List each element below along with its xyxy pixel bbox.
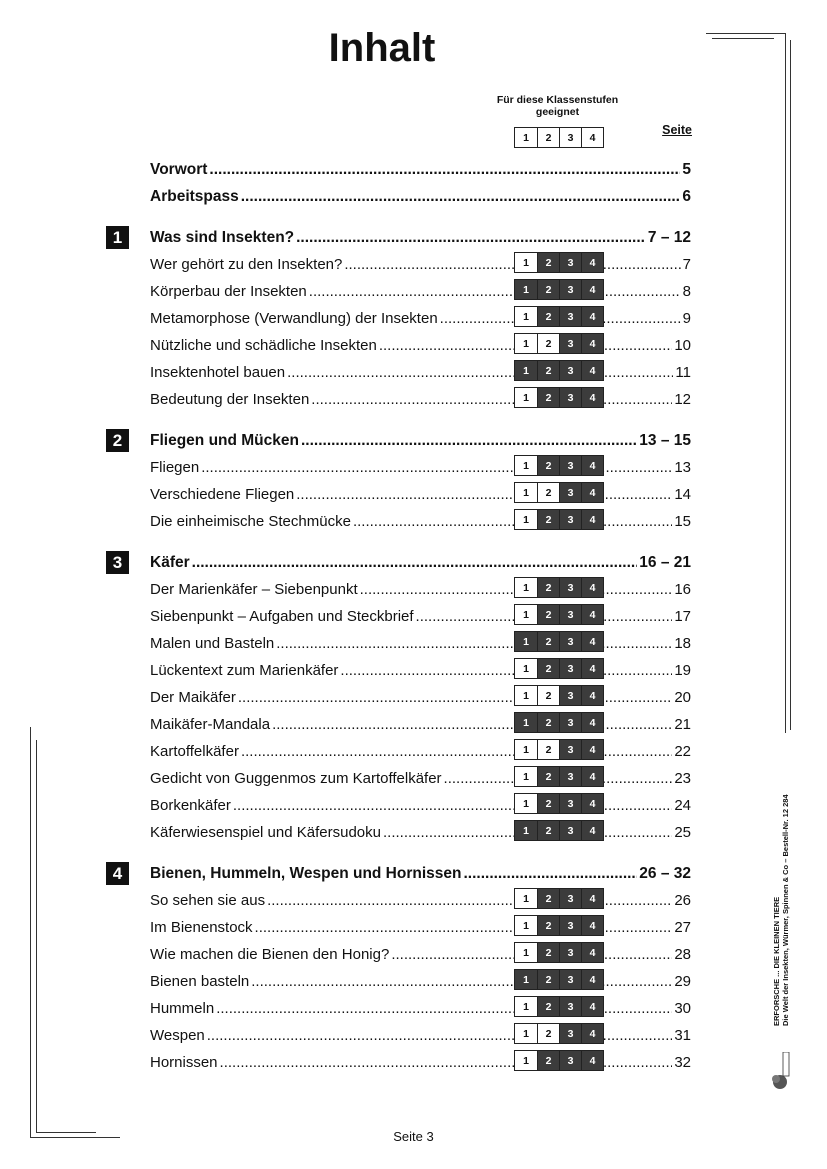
- entry-page: 9: [682, 310, 691, 327]
- grade-header-boxes: [514, 127, 604, 148]
- entry-row: [150, 455, 691, 477]
- entry-page: 30: [674, 1000, 691, 1017]
- page-title: Inhalt: [328, 26, 436, 70]
- grade-box-unsuitable: 2: [537, 280, 559, 299]
- grade-boxes: [514, 387, 604, 408]
- entry-page: 28: [674, 946, 691, 963]
- grade-boxes: [514, 969, 604, 990]
- section-row: [150, 550, 691, 572]
- grade-boxes: [514, 455, 604, 476]
- grade-box-unsuitable: 3: [559, 1051, 581, 1070]
- entry-row: [150, 942, 691, 964]
- entry-row: [150, 766, 691, 788]
- grade-boxes: [514, 793, 604, 814]
- grade-box-unsuitable: 3: [559, 334, 581, 353]
- grade-box-unsuitable: 3: [559, 943, 581, 962]
- dot-leader: [238, 689, 672, 707]
- grade-box-unsuitable: 3: [559, 253, 581, 272]
- grade-box-group: [514, 279, 604, 300]
- entry-row: [150, 793, 691, 815]
- grade-box-group: [514, 942, 604, 963]
- grade-box-suitable: 1: [515, 605, 537, 624]
- dot-leader: [276, 635, 672, 653]
- dot-leader: [311, 391, 672, 409]
- grade-boxes: [514, 509, 604, 530]
- grade-box-unsuitable: 2: [537, 632, 559, 651]
- grade-box-unsuitable: 2: [537, 916, 559, 935]
- grade-box-unsuitable: 2: [537, 821, 559, 840]
- entry-page: 16: [674, 581, 691, 598]
- entry-label: Nützliche und schädliche Insekten: [150, 337, 377, 354]
- entry-label: Verschiedene Fliegen: [150, 486, 295, 503]
- grade-boxes: [514, 306, 604, 327]
- grade-boxes: [514, 739, 604, 760]
- grade-box-unsuitable: 3: [559, 280, 581, 299]
- tree-logo-icon: [769, 1052, 791, 1090]
- entry-page: 13 – 15: [639, 432, 691, 449]
- grade-box-group: [514, 482, 604, 503]
- grade-box-unsuitable: 3: [559, 307, 581, 326]
- entry-row: [150, 577, 691, 599]
- grade-box-group: [514, 306, 604, 327]
- grade-boxes: [514, 685, 604, 706]
- grade-box-group: [514, 766, 604, 787]
- entry-label: Die einheimische Stechmücke: [150, 513, 351, 530]
- entry-row: [150, 1050, 691, 1072]
- grade-box-group: [514, 1050, 604, 1071]
- entry-label: Lückentext zum Marienkäfer: [150, 662, 339, 679]
- section-row: [150, 861, 691, 883]
- grade-box-unsuitable: 4: [581, 1051, 603, 1070]
- frame-line-left-2: [36, 740, 37, 1133]
- entry-label: Was sind Insekten?: [150, 229, 295, 246]
- grade-box-unsuitable: 4: [581, 510, 603, 529]
- grade-box-suitable: 1: [515, 659, 537, 678]
- entry-row: [150, 658, 691, 680]
- grade-boxes: [514, 482, 604, 503]
- entry-page: 11: [675, 364, 691, 381]
- entry-label: Fliegen und Mücken: [150, 432, 299, 449]
- grade-boxes: [514, 888, 604, 909]
- entry-page: 20: [674, 689, 691, 706]
- chapter-number-badge: 2: [106, 429, 129, 452]
- dot-leader: [301, 432, 637, 450]
- grade-box-unsuitable: 2: [537, 253, 559, 272]
- dot-leader: [344, 256, 680, 274]
- entry-page: 22: [674, 743, 691, 760]
- grade-box-unsuitable: 4: [581, 1024, 603, 1043]
- grade-box-unsuitable: 3: [559, 659, 581, 678]
- entry-label: Der Maikäfer: [150, 689, 236, 706]
- frame-line-right-1: [785, 33, 786, 733]
- grade-box-unsuitable: 1: [515, 632, 537, 651]
- grade-caption-line-1: Für diese Klassenstufen: [496, 94, 619, 106]
- grade-box-unsuitable: 2: [537, 361, 559, 380]
- grade-caption: [480, 94, 635, 118]
- entry-page: 26: [674, 892, 691, 909]
- grade-box-unsuitable: 4: [581, 713, 603, 732]
- grade-box-suitable: 1: [515, 740, 537, 759]
- entry-row: [150, 969, 691, 991]
- grade-box-unsuitable: 3: [559, 388, 581, 407]
- grade-box-unsuitable: 2: [537, 943, 559, 962]
- entry-row: [150, 306, 691, 328]
- entry-label: Arbeitspass: [150, 188, 239, 205]
- grade-box-suitable: 1: [515, 1051, 537, 1070]
- grade-box-suitable: 1: [515, 456, 537, 475]
- entry-page: 27: [674, 919, 691, 936]
- grade-box-unsuitable: 4: [581, 943, 603, 962]
- dot-leader: [287, 364, 673, 382]
- dot-leader: [272, 716, 672, 734]
- grade-box-suitable: 1: [515, 388, 537, 407]
- grade-box-unsuitable: 4: [581, 280, 603, 299]
- entry-row: [150, 604, 691, 626]
- entry-page: 7 – 12: [647, 229, 691, 246]
- grade-box-unsuitable: 4: [581, 632, 603, 651]
- entry-row: [150, 685, 691, 707]
- grade-boxes: [514, 766, 604, 787]
- grade-box-unsuitable: 3: [559, 1024, 581, 1043]
- entry-page: 17: [674, 608, 691, 625]
- grade-header-box: 3: [559, 128, 581, 147]
- section-row: [150, 225, 691, 247]
- grade-box-suitable: 1: [515, 916, 537, 935]
- entry-label: Wie machen die Bienen den Honig?: [150, 946, 390, 963]
- grade-box-unsuitable: 3: [559, 713, 581, 732]
- grade-box-unsuitable: 2: [537, 510, 559, 529]
- entry-label: Malen und Basteln: [150, 635, 275, 652]
- entry-row: [150, 482, 691, 504]
- grade-box-unsuitable: 2: [537, 1051, 559, 1070]
- grade-box-group: [514, 604, 604, 625]
- entry-row: [150, 631, 691, 653]
- entry-row: [150, 252, 691, 274]
- grade-box-unsuitable: 3: [559, 578, 581, 597]
- grade-box-unsuitable: 3: [559, 456, 581, 475]
- entry-page: 13: [674, 459, 691, 476]
- grade-box-unsuitable: 4: [581, 740, 603, 759]
- grade-box-group: [514, 387, 604, 408]
- grade-boxes: [514, 604, 604, 625]
- dot-leader: [309, 283, 681, 301]
- grade-header-box: 2: [537, 128, 559, 147]
- entry-page: 18: [674, 635, 691, 652]
- entry-row: [150, 333, 691, 355]
- grade-box-unsuitable: 2: [537, 456, 559, 475]
- grade-box-group: [514, 360, 604, 381]
- grade-boxes: [514, 577, 604, 598]
- page-footer: Seite 3: [393, 1129, 434, 1144]
- grade-box-unsuitable: 2: [537, 578, 559, 597]
- grade-box-unsuitable: 4: [581, 970, 603, 989]
- grade-boxes: [514, 279, 604, 300]
- grade-box-group: [514, 333, 604, 354]
- grade-box-group: [514, 252, 604, 273]
- entry-label: Bienen, Hummeln, Wespen und Hornissen: [150, 865, 462, 882]
- entry-row: [150, 888, 691, 910]
- dot-leader: [251, 973, 672, 991]
- grade-boxes: [514, 1023, 604, 1044]
- entry-label: Wer gehört zu den Insekten?: [150, 256, 343, 273]
- chapter-number-badge: 1: [106, 226, 129, 249]
- entry-page: 21: [674, 716, 691, 733]
- grade-box-suitable: 1: [515, 943, 537, 962]
- grade-box-suitable: 2: [537, 334, 559, 353]
- chapter-number-badge: 4: [106, 862, 129, 885]
- entry-page: 29: [674, 973, 691, 990]
- entry-row: [150, 279, 691, 301]
- grade-box-suitable: 1: [515, 253, 537, 272]
- dot-leader: [241, 188, 681, 206]
- entry-row: [150, 360, 691, 382]
- grade-caption-line-2: geeignet: [535, 106, 580, 118]
- grade-box-suitable: 1: [515, 794, 537, 813]
- entry-label: Fliegen: [150, 459, 200, 476]
- entry-label: Wespen: [150, 1027, 205, 1044]
- grade-box-unsuitable: 4: [581, 456, 603, 475]
- entry-label: Metamorphose (Verwandlung) der Insekten: [150, 310, 438, 327]
- entry-label: Maikäfer-Mandala: [150, 716, 271, 733]
- grade-box-unsuitable: 4: [581, 916, 603, 935]
- side-imprint-line-1: ERFORSCHE ... DIE KLEINEN TIERE: [772, 896, 781, 1026]
- entry-page: 23: [674, 770, 691, 787]
- grade-box-group: [514, 915, 604, 936]
- entry-page: 16 – 21: [639, 554, 691, 571]
- grade-box-group: [514, 793, 604, 814]
- grade-box-unsuitable: 4: [581, 578, 603, 597]
- page-column-header: Seite: [662, 123, 692, 137]
- grade-box-unsuitable: 3: [559, 740, 581, 759]
- entry-label: Käfer: [150, 554, 190, 571]
- grade-header-box: 4: [581, 128, 603, 147]
- grade-box-unsuitable: 3: [559, 794, 581, 813]
- grade-box-unsuitable: 1: [515, 280, 537, 299]
- grade-box-suitable: 1: [515, 578, 537, 597]
- grade-box-unsuitable: 4: [581, 334, 603, 353]
- entry-label: Gedicht von Guggenmos zum Kartoffelkäfer: [150, 770, 442, 787]
- grade-boxes: [514, 942, 604, 963]
- grade-box-unsuitable: 2: [537, 659, 559, 678]
- entry-page: 14: [674, 486, 691, 503]
- grade-box-group: [514, 631, 604, 652]
- grade-box-suitable: 1: [515, 686, 537, 705]
- grade-box-unsuitable: 4: [581, 483, 603, 502]
- entry-label: Bedeutung der Insekten: [150, 391, 310, 408]
- entry-page: 26 – 32: [639, 865, 691, 882]
- entry-label: Insektenhotel bauen: [150, 364, 286, 381]
- grade-box-unsuitable: 3: [559, 510, 581, 529]
- entry-row: [150, 1023, 691, 1045]
- entry-label: Kartoffelkäfer: [150, 743, 239, 760]
- grade-box-suitable: 1: [515, 889, 537, 908]
- grade-box-unsuitable: 3: [559, 997, 581, 1016]
- dot-leader: [463, 865, 637, 883]
- frame-line-right-2: [790, 40, 791, 730]
- grade-box-unsuitable: 4: [581, 686, 603, 705]
- grade-box-unsuitable: 3: [559, 361, 581, 380]
- side-imprint: [772, 726, 790, 1026]
- grade-box-suitable: 2: [537, 483, 559, 502]
- grade-box-suitable: 1: [515, 334, 537, 353]
- entry-label: Der Marienkäfer – Siebenpunkt: [150, 581, 358, 598]
- grade-box-unsuitable: 3: [559, 821, 581, 840]
- grade-box-unsuitable: 3: [559, 767, 581, 786]
- dot-leader: [192, 554, 638, 572]
- grade-box-suitable: 1: [515, 510, 537, 529]
- grade-box-unsuitable: 2: [537, 997, 559, 1016]
- frame-line-left-1: [30, 727, 31, 1137]
- grade-box-unsuitable: 2: [537, 605, 559, 624]
- grade-box-unsuitable: 4: [581, 997, 603, 1016]
- grade-boxes: [514, 996, 604, 1017]
- entry-row: [150, 712, 691, 734]
- grade-boxes: [514, 333, 604, 354]
- entry-row: [150, 509, 691, 531]
- grade-box-group: [514, 1023, 604, 1044]
- grade-box-suitable: 1: [515, 1024, 537, 1043]
- grade-box-group: [514, 996, 604, 1017]
- section-row: [150, 428, 691, 450]
- grade-box-unsuitable: 4: [581, 767, 603, 786]
- entry-row: [150, 739, 691, 761]
- grade-box-unsuitable: 3: [559, 632, 581, 651]
- grade-box-group: [514, 888, 604, 909]
- grade-box-group: [514, 739, 604, 760]
- grade-box-unsuitable: 2: [537, 713, 559, 732]
- dot-leader: [340, 662, 672, 680]
- grade-box-suitable: 1: [515, 767, 537, 786]
- entry-page: 12: [674, 391, 691, 408]
- grade-box-suitable: 2: [537, 740, 559, 759]
- dot-leader: [241, 743, 672, 761]
- grade-header-box: 1: [515, 128, 537, 147]
- dot-leader: [220, 1054, 673, 1072]
- dot-leader: [209, 161, 680, 179]
- grade-box-unsuitable: 4: [581, 388, 603, 407]
- dot-leader: [255, 919, 673, 937]
- grade-box-group: [514, 658, 604, 679]
- entry-row: [150, 387, 691, 409]
- entry-label: Hummeln: [150, 1000, 215, 1017]
- grade-box-group: [514, 509, 604, 530]
- grade-box-unsuitable: 1: [515, 713, 537, 732]
- grade-boxes: [514, 915, 604, 936]
- entry-row: [150, 996, 691, 1018]
- side-imprint-line-2: Die Welt der Insekten, Würmer, Spinnen & Co – Bestell-Nr. 12 284: [781, 794, 790, 1026]
- dot-leader: [296, 229, 646, 247]
- grade-boxes: [514, 658, 604, 679]
- grade-box-unsuitable: 2: [537, 767, 559, 786]
- grade-box-unsuitable: 4: [581, 253, 603, 272]
- entry-page: 31: [674, 1027, 691, 1044]
- grade-boxes: [514, 712, 604, 733]
- section-row: [150, 157, 691, 179]
- entry-page: 25: [674, 824, 691, 841]
- grade-box-unsuitable: 2: [537, 388, 559, 407]
- grade-box-group: [514, 577, 604, 598]
- grade-box-unsuitable: 4: [581, 605, 603, 624]
- entry-label: Siebenpunkt – Aufgaben und Steckbrief: [150, 608, 414, 625]
- grade-box-group: [514, 969, 604, 990]
- entry-page: 8: [682, 283, 691, 300]
- publisher-logo: [769, 1052, 791, 1090]
- entry-label: Bienen basteln: [150, 973, 250, 990]
- grade-box-unsuitable: 3: [559, 970, 581, 989]
- section-row: [150, 184, 691, 206]
- grade-box-group: [514, 712, 604, 733]
- entry-page: 6: [682, 188, 691, 205]
- grade-box-unsuitable: 1: [515, 821, 537, 840]
- entry-page: 32: [674, 1054, 691, 1071]
- entry-page: 24: [674, 797, 691, 814]
- entry-label: So sehen sie aus: [150, 892, 266, 909]
- grade-box-unsuitable: 3: [559, 483, 581, 502]
- grade-box-unsuitable: 4: [581, 794, 603, 813]
- entry-label: Borkenkäfer: [150, 797, 231, 814]
- grade-box-unsuitable: 2: [537, 794, 559, 813]
- grade-box-unsuitable: 1: [515, 970, 537, 989]
- grade-box-unsuitable: 3: [559, 605, 581, 624]
- grade-box-unsuitable: 4: [581, 889, 603, 908]
- dot-leader: [267, 892, 672, 910]
- entry-page: 5: [682, 161, 691, 178]
- grade-box-unsuitable: 3: [559, 889, 581, 908]
- grade-box-suitable: 2: [537, 686, 559, 705]
- dot-leader: [233, 797, 672, 815]
- grade-boxes: [514, 820, 604, 841]
- grade-box-unsuitable: 1: [515, 361, 537, 380]
- entry-label: Körperbau der Insekten: [150, 283, 307, 300]
- grade-box-unsuitable: 4: [581, 659, 603, 678]
- grade-box-unsuitable: 4: [581, 307, 603, 326]
- grade-box-suitable: 2: [537, 1024, 559, 1043]
- chapter-number-badge: 3: [106, 551, 129, 574]
- grade-boxes: [514, 252, 604, 273]
- entry-page: 19: [674, 662, 691, 679]
- grade-box-group: [514, 685, 604, 706]
- entry-row: [150, 915, 691, 937]
- grade-box-unsuitable: 4: [581, 361, 603, 380]
- entry-label: Vorwort: [150, 161, 208, 178]
- entry-label: Hornissen: [150, 1054, 218, 1071]
- grade-box-suitable: 1: [515, 307, 537, 326]
- grade-boxes: [514, 1050, 604, 1071]
- grade-box-group: [514, 820, 604, 841]
- grade-box-suitable: 1: [515, 997, 537, 1016]
- grade-box-suitable: 1: [515, 483, 537, 502]
- dot-leader: [296, 486, 672, 504]
- entry-page: 10: [674, 337, 691, 354]
- grade-box-unsuitable: 3: [559, 916, 581, 935]
- entry-row: [150, 820, 691, 842]
- grade-box-unsuitable: 2: [537, 970, 559, 989]
- grade-box-unsuitable: 4: [581, 821, 603, 840]
- grade-box-unsuitable: 3: [559, 686, 581, 705]
- grade-box-unsuitable: 2: [537, 889, 559, 908]
- grade-boxes: [514, 360, 604, 381]
- grade-box-unsuitable: 2: [537, 307, 559, 326]
- entry-label: Im Bienenstock: [150, 919, 253, 936]
- entry-page: 15: [674, 513, 691, 530]
- grade-box-group: [514, 455, 604, 476]
- grade-boxes: [514, 631, 604, 652]
- entry-page: 7: [682, 256, 691, 273]
- entry-label: Käferwiesenspiel und Käfersudoku: [150, 824, 381, 841]
- dot-leader: [353, 513, 672, 531]
